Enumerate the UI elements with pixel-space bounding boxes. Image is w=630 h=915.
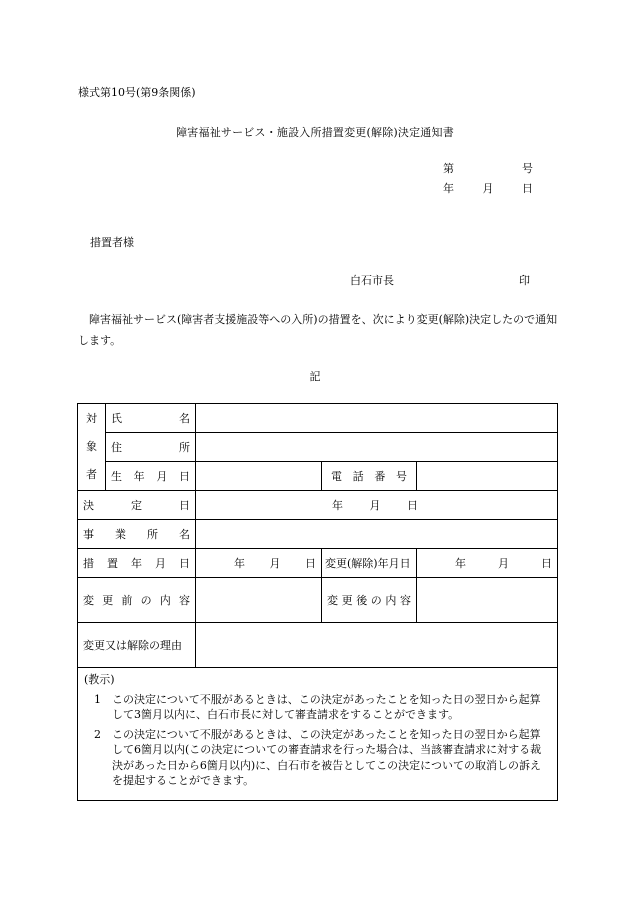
seal-mark: 印 <box>519 274 530 287</box>
subject-char: 対 <box>86 412 97 425</box>
before-content-field[interactable] <box>196 578 322 623</box>
table-row <box>78 491 558 520</box>
issuer <box>350 274 530 288</box>
after-content-label: 変 更 後 の 内 容 <box>322 578 417 623</box>
change-date-field[interactable]: 年 月 日 <box>417 549 558 578</box>
subject-char: 者 <box>86 468 97 481</box>
table-row <box>78 404 558 433</box>
notice-number: 2 <box>94 727 101 741</box>
notice-title: (教示) <box>84 673 115 686</box>
date-month: 月 <box>482 182 494 196</box>
recipient: 措置者様 <box>90 236 134 249</box>
phone-field[interactable] <box>417 462 558 491</box>
table-row <box>78 623 558 668</box>
birthdate-field[interactable] <box>196 462 322 491</box>
table-row <box>78 520 558 549</box>
phone-label: 電 話 番 号 <box>322 462 417 491</box>
subject-label <box>78 404 106 491</box>
notice-number: 1 <box>94 692 101 706</box>
notice-text: この決定について不服があるときは、この決定があったことを知った日の翌日から起算して6箇月以内(この決定についての審査請求を行った場合は、当該審査請求に対する裁決があった日から6箇月以内)に、白石市を被告としてこの決定についての取消しの訴えを提起することができます。 <box>112 727 542 787</box>
body-text: 障害福祉サービス(障害者支援施設等への入所)の措置を、次により変更(解除)決定したので通知します。 <box>78 313 558 347</box>
address-label: 住 所 <box>106 433 196 462</box>
notice-item <box>84 727 551 789</box>
office-name-field[interactable] <box>196 520 558 549</box>
notice-item <box>84 692 551 723</box>
issuer-name: 白石市長 <box>350 274 394 287</box>
reason-label: 変更又は解除の理由 <box>78 623 196 668</box>
measure-date-label: 措 置 年 月 日 <box>78 549 196 578</box>
name-field[interactable] <box>196 404 558 433</box>
table-row <box>78 549 558 578</box>
birthdate-label: 生 年 月 日 <box>106 462 196 491</box>
reason-field[interactable] <box>196 623 558 668</box>
document-number-block <box>443 162 533 197</box>
name-label: 氏 名 <box>106 404 196 433</box>
number-prefix: 第 <box>443 162 454 175</box>
table-row <box>78 578 558 623</box>
document-date <box>443 182 533 196</box>
table-row <box>78 433 558 462</box>
notice-section <box>78 668 558 801</box>
decision-date-label: 決 定 日 <box>78 491 196 520</box>
decision-date-field[interactable]: 年 月 日 <box>196 491 558 520</box>
ki-heading: 記 <box>309 370 321 383</box>
date-day: 日 <box>522 182 533 196</box>
table-row <box>78 462 558 491</box>
subject-char: 象 <box>86 440 97 453</box>
notice-text: この決定について不服があるときは、この決定があったことを知った日の翌日から起算して3箇月以内に、白石市長に対して審査請求をすることができます。 <box>112 692 541 721</box>
address-field[interactable] <box>196 433 558 462</box>
document-title: 障害福祉サービス・施設入所措置変更(解除)決定通知書 <box>176 126 454 139</box>
form-number-label: 様式第10号(第9条関係) <box>78 86 196 99</box>
table-row <box>78 668 558 801</box>
details-table <box>77 403 558 801</box>
measure-date-field[interactable]: 年 月 日 <box>196 549 322 578</box>
number-suffix: 号 <box>522 162 533 175</box>
office-name-label: 事 業 所 名 <box>78 520 196 549</box>
date-year: 年 <box>443 182 454 196</box>
before-content-label: 変 更 前 の 内 容 <box>78 578 196 623</box>
change-date-label: 変更(解除)年月日 <box>322 549 417 578</box>
document-number <box>443 162 533 176</box>
after-content-field[interactable] <box>417 578 558 623</box>
